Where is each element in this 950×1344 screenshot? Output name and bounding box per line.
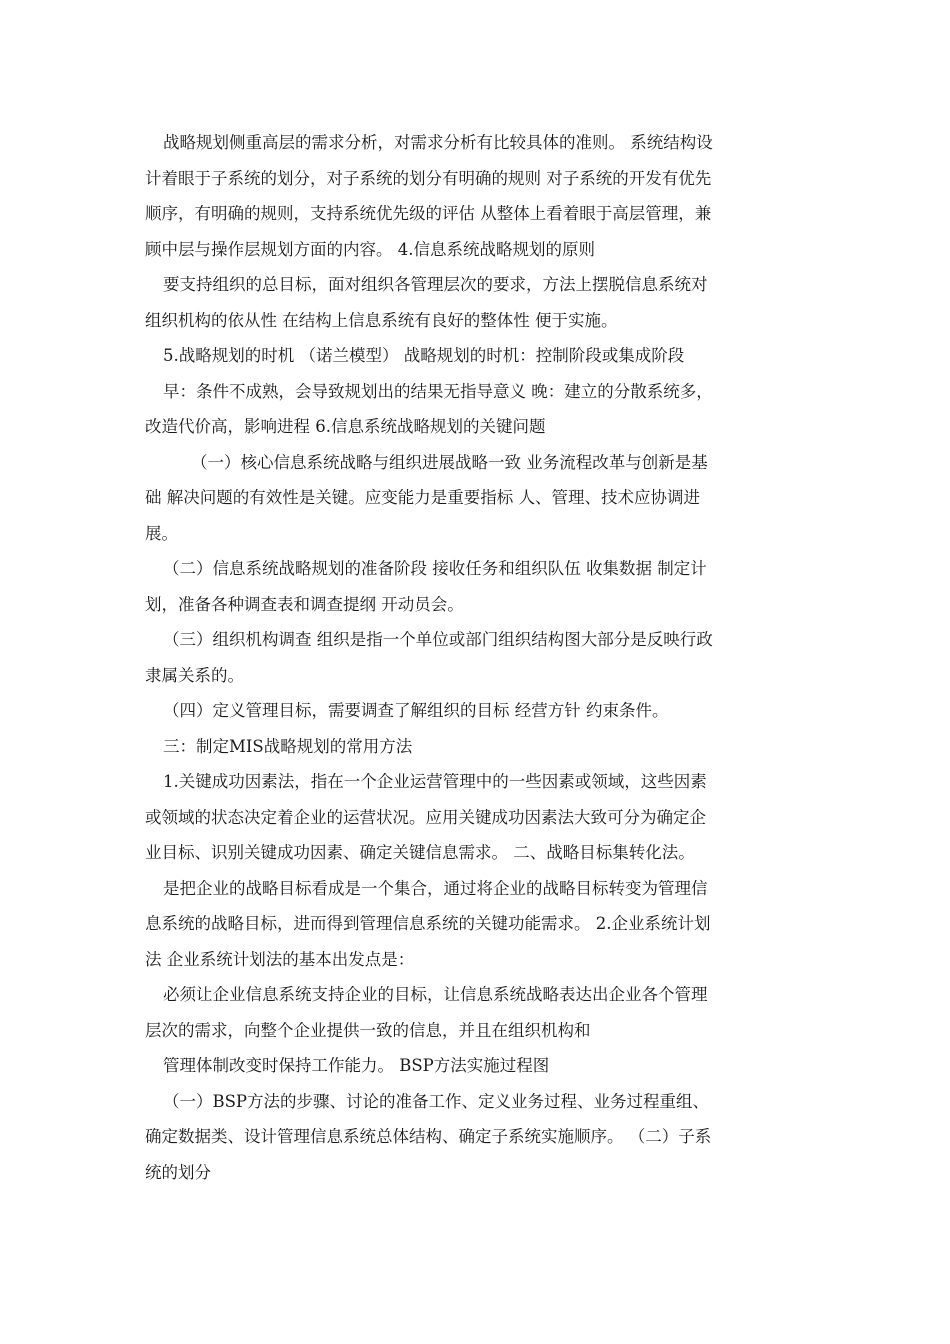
text-line: 早：条件不成熟，会导致规划出的结果无指导意义 晚：建立的分散系统多， bbox=[163, 381, 713, 401]
text-line: 层次的需求，向整个企业提供一致的信息，并且在组织机构和 bbox=[145, 1020, 591, 1040]
text-line: （四）定义管理目标，需要调查了解组织的目标 经营方针 约束条件。 bbox=[163, 701, 669, 720]
text-line: 5.战略规划的时机 （诺兰模型） 战略规划的时机：控制阶段或集成阶段 bbox=[163, 346, 685, 365]
text-line: 顾中层与操作层规划方面的内容。 4.信息系统战略规划的原则 bbox=[145, 239, 595, 259]
text-line: 计着眼于子系统的划分，对子系统的划分有明确的规则 对子系统的开发有优先 bbox=[145, 168, 712, 188]
text-line: 组织机构的依从性 在结构上信息系统有良好的整体性 便于实施。 bbox=[145, 310, 618, 330]
text-line: 法 企业系统计划法的基本出发点是： bbox=[145, 949, 415, 969]
text-line: 必须让企业信息系统支持企业的目标，让信息系统战略表达出企业各个管理 bbox=[163, 985, 708, 1004]
text-line: （一）BSP方法的步骤、讨论的准备工作、定义业务过程、业务过程重组、 bbox=[163, 1091, 710, 1111]
text-line: 顺序，有明确的规则，支持系统优先级的评估 从整体上看着眼于高层管理，兼 bbox=[145, 204, 712, 223]
text-line: 础 解决问题的有效性是关键。应变能力是重要指标 人、管理、技术应协调进 bbox=[145, 488, 700, 507]
text-line: 1.关键成功因素法，指在一个企业运营管理中的一些因素或领域，这些因素 bbox=[163, 772, 707, 791]
text-line: 划，准备各种调查表和调查提纲 开动员会。 bbox=[145, 594, 464, 614]
text-line: 统的划分 bbox=[145, 1162, 211, 1182]
text-line: 确定数据类、设计管理信息系统总体结构、确定子系统实施顺序。 （二）子系 bbox=[145, 1127, 712, 1146]
text-line: 息系统的战略目标，进而得到管理信息系统的关键功能需求。 2.企业系统计划 bbox=[145, 914, 711, 933]
text-line: 或领域的状态决定着企业的运营状况。应用关键成功因素法大致可分为确定企 bbox=[145, 807, 706, 827]
text-line: 战略规划侧重高层的需求分析，对需求分析有比较具体的准则。 系统结构设 bbox=[163, 133, 713, 152]
text-line: 改造代价高，影响进程 6.信息系统战略规划的关键问题 bbox=[145, 417, 546, 436]
text-line: 是把企业的战略目标看成是一个集合，通过将企业的战略目标转变为管理信 bbox=[163, 878, 708, 898]
text-line: 隶属关系的。 bbox=[145, 665, 244, 685]
text-line: 展。 bbox=[145, 523, 178, 543]
text-line: （二）信息系统战略规划的准备阶段 接收任务和组织队伍 收集数据 制定计 bbox=[163, 559, 707, 578]
text-line: 三：制定MIS战略规划的常用方法 bbox=[163, 736, 413, 756]
text-line: 业目标、识别关键成功因素、确定关键信息需求。 二、战略目标集转化法。 bbox=[145, 843, 695, 862]
document-body bbox=[145, 125, 810, 1190]
text-line: （一）核心信息系统战略与组织进展战略一致 业务流程改革与创新是基 bbox=[191, 452, 708, 472]
text-line: 要支持组织的总目标，面对组织各管理层次的要求，方法上摆脱信息系统对 bbox=[163, 275, 708, 294]
text-line: 管理体制改变时保持工作能力。 BSP方法实施过程图 bbox=[163, 1056, 550, 1075]
text-line: （三）组织机构调查 组织是指一个单位或部门组织结构图大部分是反映行政 bbox=[163, 630, 713, 649]
